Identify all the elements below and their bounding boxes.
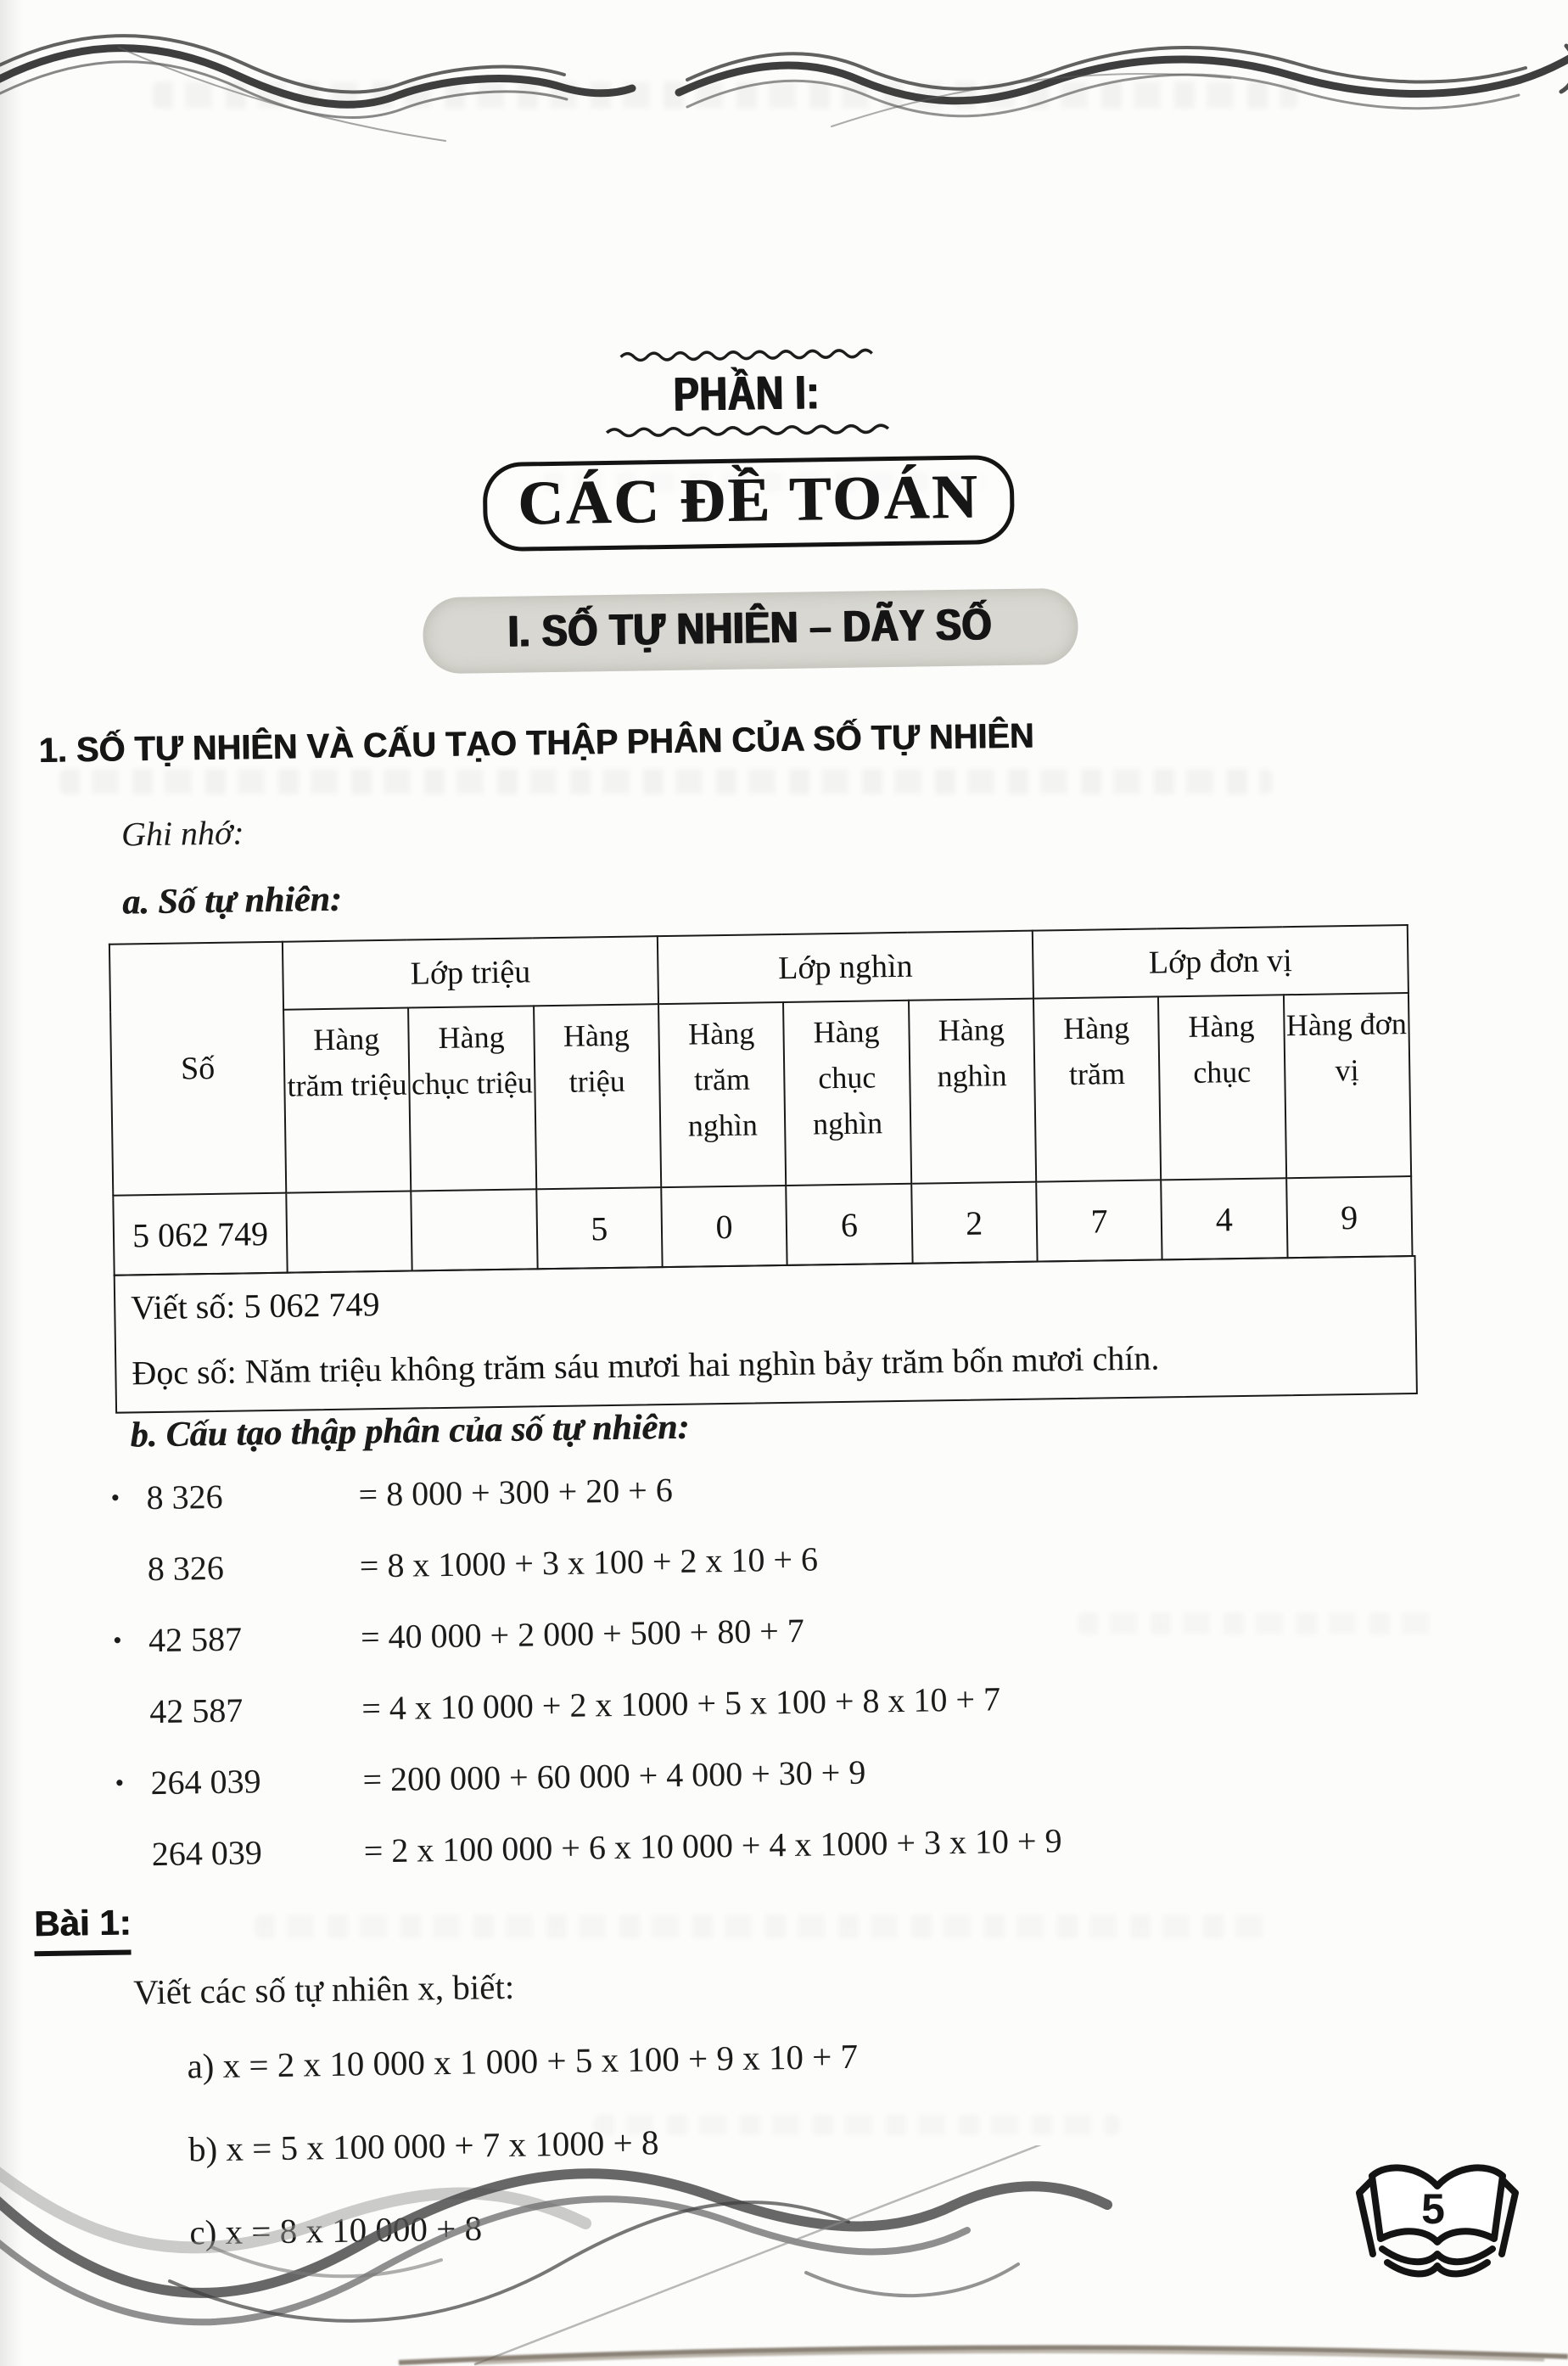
decomposition-number: 8 326 [147, 1548, 225, 1589]
decomposition-number: 42 587 [148, 1690, 244, 1731]
decomposition-expression: = 4 x 10 000 + 2 x 1000 + 5 x 100 + 8 x 10 + 7 [361, 1679, 1001, 1728]
place-value-table-wrap [109, 924, 1418, 1413]
place-value-table [109, 924, 1414, 1276]
decomposition-list [110, 1464, 1062, 1905]
open-book-page-number-icon [1347, 2150, 1527, 2286]
col-header: Hàng triệu [534, 1004, 662, 1189]
squiggle-rule-bottom [605, 420, 890, 440]
bullet: • [110, 1483, 120, 1512]
table-footer [114, 1254, 1418, 1413]
decomposition-row [111, 1535, 1057, 1589]
exercise1-item-b: b) x = 5 x 100 000 + 7 x 1000 + 8 [188, 2122, 659, 2169]
cell-digit [412, 1189, 538, 1270]
table-subheader-row [110, 993, 1411, 1196]
exercise1-item-c: c) x = 8 x 10 000 + 8 [189, 2208, 483, 2252]
decomposition-number: 264 039 [150, 1762, 261, 1803]
part-label: PHẦN I: [673, 365, 820, 421]
cell-digit [286, 1191, 412, 1273]
bullet: • [115, 1769, 125, 1797]
col-header: Hàng trăm nghìn [658, 1002, 787, 1187]
bullet [114, 1719, 149, 1720]
cell-digit: 9 [1286, 1176, 1413, 1258]
book-title: CÁC ĐỀ TOÁN [482, 455, 1015, 552]
scan-bottom-edge-shadow [0, 2329, 1568, 2366]
cell-digit: 5 [536, 1187, 663, 1269]
decomposition-row [114, 1678, 1060, 1732]
note-label: Ghi nhớ: [120, 813, 244, 854]
bullet [112, 1577, 148, 1578]
decomposition-number: 264 039 [151, 1833, 263, 1874]
col-group-trieu: Lớp triệu [283, 936, 658, 1010]
exercise1-intro: Viết các số tự nhiên x, biết: [132, 1966, 515, 2012]
col-header: Hàng chục triệu [408, 1006, 536, 1191]
section1-heading-wrap [38, 715, 1065, 771]
col-header: Hàng nghìn [909, 999, 1037, 1184]
exercise1-item-a: a) x = 2 x 10 000 x 1 000 + 5 x 100 + 9 x 10 + 7 [187, 2036, 859, 2086]
subsection-b-heading: b. Cấu tạo thập phân của số tự nhiên: [130, 1407, 690, 1455]
bullet [116, 1862, 152, 1863]
col-header: Hàng chục [1158, 995, 1286, 1180]
squiggle-rule-top [619, 345, 874, 363]
section1-heading: 1. SỐ TỰ NHIÊN VÀ CẤU TẠO THẬP PHÂN CỦA SỐ TỰ NHIÊN [38, 715, 1034, 770]
decomposition-expression: = 2 x 100 000 + 6 x 10 000 + 4 x 1000 + 3 x 10 + 9 [363, 1821, 1062, 1870]
exercise1-label-wrap [34, 1903, 132, 1957]
decomposition-row [115, 1749, 1061, 1803]
cell-number: 5 062 749 [113, 1193, 287, 1276]
page-number: 5 [1421, 2185, 1445, 2233]
section-banner-pill [423, 588, 1078, 674]
read-number-line: Đọc số: Năm triệu không trăm sáu mươi hai nghìn bảy trăm bốn mươi chín. [132, 1337, 1160, 1392]
cell-digit: 0 [661, 1186, 787, 1267]
col-header-number: Số [109, 942, 286, 1196]
subsection-a-heading: a. Số tự nhiên: [121, 879, 343, 922]
exercise1-label: Bài 1: [34, 1903, 132, 1957]
cell-digit: 4 [1161, 1178, 1287, 1259]
col-group-donvi: Lớp đơn vị [1033, 925, 1408, 999]
decomposition-row [115, 1820, 1061, 1875]
decomposition-expression: = 8 000 + 300 + 20 + 6 [358, 1470, 674, 1514]
write-number-line: Viết số: 5 062 749 [130, 1284, 380, 1326]
decomposition-expression: = 8 x 1000 + 3 x 100 + 2 x 10 + 6 [359, 1539, 819, 1585]
cell-digit: 2 [911, 1182, 1038, 1264]
part-heading-block [0, 335, 1507, 449]
col-header: Hàng trăm triệu [283, 1008, 412, 1193]
decomposition-expression: = 200 000 + 60 000 + 4 000 + 30 + 9 [362, 1752, 866, 1799]
cell-digit: 6 [787, 1184, 913, 1265]
decomposition-row [110, 1464, 1056, 1518]
decomposition-row [113, 1606, 1059, 1661]
bullet: • [112, 1626, 122, 1655]
section-banner-block [0, 581, 1510, 681]
decomposition-number: 42 587 [148, 1619, 243, 1660]
cell-digit: 7 [1036, 1180, 1162, 1261]
book-title-block [0, 447, 1509, 559]
decomposition-expression: = 40 000 + 2 000 + 500 + 80 + 7 [360, 1611, 805, 1657]
col-group-nghin: Lớp nghìn [658, 931, 1033, 1005]
col-header: Hàng chục nghìn [783, 1001, 911, 1186]
section-banner-text: I. SỐ TỰ NHIÊN – DÃY SỐ [507, 600, 994, 657]
col-header: Hàng đơn vị [1284, 993, 1412, 1178]
decomposition-number: 8 326 [146, 1477, 223, 1517]
col-header: Hàng trăm [1033, 996, 1162, 1181]
